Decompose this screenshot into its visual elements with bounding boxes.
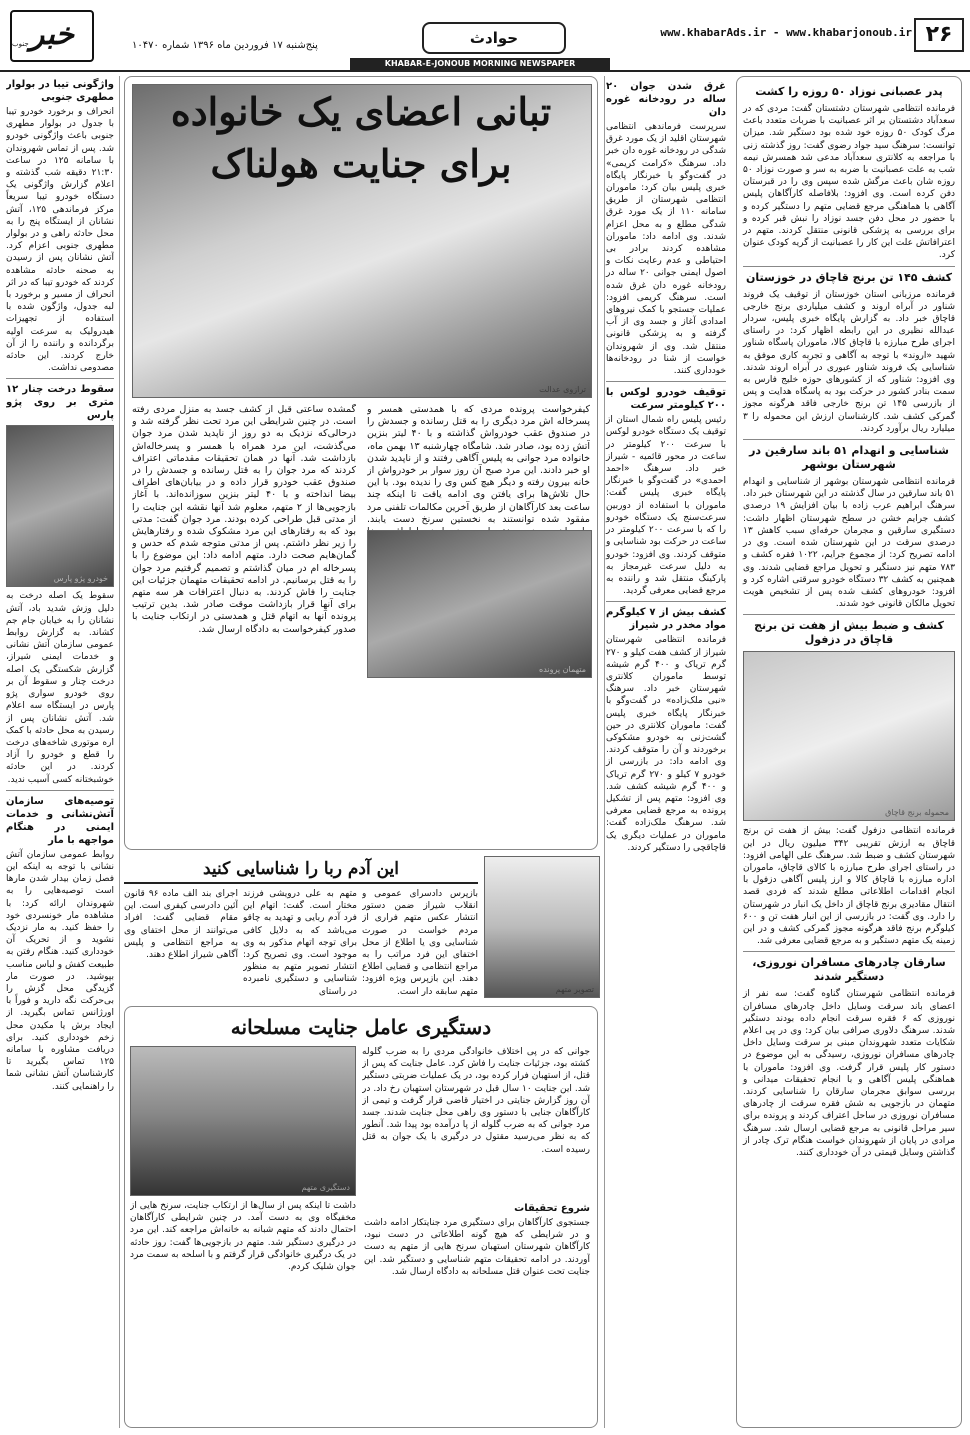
article-title: غرق شدن جوان ۲۰ ساله در رودخانه غوره دان xyxy=(606,81,726,118)
divider xyxy=(743,266,955,267)
article-body: فرمانده انتظامی شهرستان بوشهر از شناسایی و انهدام ۵۱ باند سارقین در سال گذشته در این شهرستان خبر داد. سرهنگ ابراهیم عرب زاده با بیان افزایش ۱۹ درصدی کشف جرایم خشن در سطح شهرستان اظهار داشت: دستگیری سارقین و مجرمان حرفه‌ای سبب کاهش ۱۳ درصدی سرقت در این شهرستان شده است. وی در ادامه تصریح کرد: از مجموع جرایم، ۱۰۲۲ فقره کشف و ۷۸۳ متهم نیز دستگیر و تحویل مراجع قضایی شدند. وی همچنین به کشف ۳۲ دستگاه خودرو سرقتی اشاره کرد و افزود: خودروهای کشف شده پس از تشخیص هویت تحویل مالکان قانونی خود شدند. xyxy=(743,477,955,610)
article-body: فرمانده مرزبانی استان خوزستان از توقیف یک فروند شناور در آبراه اروند و کشف میلیاردی برنج خارجی قاچاق خبر داد. به گزارش پایگاه خبری پلیس، سردار عبدالله نظیری در این رابطه اظهار کرد: در راستای اجرای طرح مبارزه با قاچاق کالا، ماموران پاسگاه شناور شهید «اروند» با توجه به آگاهی و تجربه کاری موفق به شناسایی یک فروند شناور عبوری در آبراه اروند شدند. وی افزود: شناور که از کشورهای حوزه خلیج فارس به سمت بنادر کشور در حرکت بود به پاسگاه هدایت و پس از بازرسی ۱۴۵ تن برنج خارجی فاقد هرگونه مجوز گمرکی کشف شد. کارشناسان ارزش این محموله را ۳ میلیارد ریال برآورد کردند. xyxy=(743,289,955,434)
dateline: پنج‌شنبه ۱۷ فروردین ماه ۱۳۹۶ شماره ۱۰۴۷۰ xyxy=(132,40,318,51)
divider xyxy=(743,439,955,440)
page-number: ۲۶ xyxy=(914,18,964,52)
arrest-body-bottom-right xyxy=(130,1200,356,1422)
photo-caption: متهمان پرونده xyxy=(539,665,586,674)
article-title: واژگونی تیبا در بولوار مطهری جنوبی xyxy=(6,79,114,103)
article-title: کشف و ضبط بیش از هفت تن برنج قاچاق در دزفول xyxy=(754,619,944,647)
car-photo xyxy=(6,425,114,587)
article-body: سقوط یک اصله درخت به دلیل وزش شدید باد، آتش نشانان را به خیابان جام جم کشاند. به گزارش روابط عمومی سازمان آتش نشانی و خدمات ایمنی شیراز، گزارش شکستگی یک اصله درخت چنار و سقوط آن بر روی خودرو سواری پژو پارس در ایستگاه سه اعلام شد. آتش نشانان پس از رسیدن به محل حادثه با کمک اره موتوری شاخه‌های درخت را قطع و خودرو را آزاد کردند. در این حادثه خوشبختانه کسی آسیب ندید. xyxy=(6,591,114,785)
article-body: متهم به علی درویشی فرزند مختار است. گفت: اتهام این فرد آدم ربایی و تهدید به چاقو می‌باشد که به دلایل کافی برای توجه اتهام مذکور به وی موجود است. وی تصریح کرد: انتشار تصویر متهم به منظور شناسایی و دستگیری نامبرده در راستای xyxy=(243,889,357,997)
identify-title: این آدم ربا را شناسایی کنید xyxy=(202,859,399,879)
suspect-portrait xyxy=(484,856,600,998)
article-body: داشت تا اینکه پس از سال‌ها از ارتکاب جنایت، سرنخ هایی از مخفیگاه وی به دست آمد. در چنین شرایطی کارآگاهان احتمال دادند که متهم شبانه به خانه‌اش مراجعه کند. این مرد در درگیری دستگیر شد. متهم در بازجویی‌ها گفت: روز حادثه در یک درگیری خانوادگی قرار گرفتم و با اسلحه به سمت مرد جوان شلیک کردم. xyxy=(130,1201,356,1273)
divider xyxy=(6,790,114,791)
identify-col-3 xyxy=(124,888,238,1000)
article-body: کیفرخواست پرونده مردی که با همدستی همسر و پسرخاله اش مرد دیگری را به قتل رسانده و جسدش را در صندوق عقب خودرواش گذاشته و با ۴۰ لیتر بنزین آتش زده بود، صادر شد. شامگاه چهارشنبه ۱۳ بهمن ماه، خانواده مرد جوانی به پلیس آگاهی رفتند و از ناپدید شدن او خبر دادند. این مرد صبح آن روز سوار بر خودرواش از خانه بیرون رفته و دیگر هیچ کس وی را ندیده بود. با این حال تلاش‌ها برای یافتن وی ادامه یافت تا اینکه چند ساعت بعد کارآگاهان از طریق آخرین مکالمات تلفنی مرد مفقود شده توانستند به نخستین سرنخ دست یابند. xyxy=(367,404,590,525)
article-body: رئیس پلیس راه شمال استان از توقیف یک دستگاه خودرو لوکس با سرعت ۲۰۰ کیلومتر در ساعت در محور قائمیه - شیراز خبر داد. سرهنگ «احمد احمدی» در گفت‌وگو با خبرنگار پایگاه خبری پلیس گفت: ماموران با استفاده از دوربین سرعت‌سنج یک دستگاه خودرو را که با سرعت ۲۰۰ کیلومتر در ساعت در حرکت بود شناسایی و متوقف کردند. وی افزود: خودرو به دلیل سرعت غیرمجاز به پارکینگ منتقل شد و راننده به مرجع قضایی معرفی گردید. xyxy=(606,415,726,597)
photo-caption: خودرو پژو پارس xyxy=(53,574,108,584)
identify-col-1 xyxy=(362,888,478,1000)
arrest-headline: دستگیری عامل جنایت مسلحانه xyxy=(230,1015,492,1039)
second-column xyxy=(602,78,730,1428)
article-title: کشف بیش از ۷ کیلوگرم مواد مخدر در شیراز xyxy=(606,607,726,632)
divider xyxy=(606,381,726,382)
photo-caption: محموله برنج قاچاق xyxy=(885,808,949,818)
article-title: توقیف خودرو لوکس با ۲۰۰ کیلومتر سرعت xyxy=(606,387,726,412)
article-title: سارقان چادرهای مسافران نوروزی، دستگیر شدند xyxy=(752,956,946,984)
article-body: بازپرس دادسرای عمومی و انقلاب شیراز ضمن دستور انتشار عکس متهم فراری از مردم خواست در صورت شناسایی وی یا اطلاع از محل اختفای این فرد مراتب را به مراجع انتظامی و قضایی اطلاع دهند. این بازپرس ویژه افزود: متهم سابقه دار است. xyxy=(362,889,478,997)
newspaper-logo-sub: جنوب xyxy=(12,40,29,48)
divider xyxy=(743,614,955,615)
rice-photo xyxy=(743,651,955,821)
identify-col-2 xyxy=(243,888,357,1000)
article-body: اجرای بند الف ماده ۹۶ قانون آئین دادرسی کیفری است. این مقام قضایی گفت: افراد می‌توانند از محل اختفای وی به مراجع انتظامی و پلیس آگاهی شیراز اطلاع دهند. xyxy=(124,889,238,961)
article-body: فرمانده انتظامی شهرستان گناوه گفت: سه نفر از اعضای باند سرقت وسایل داخل چادرهای مسافران نوروزی که ۶ فقره سرقت انجام داده بودند دستگیر شدند. سرهنگ دلاوری صرافی بیان کرد: وی در پی اعلام شکایات متعدد شهروندان مبنی بر سرقت وسایل داخل چادرهای مسافران نوروزی، رسیدگی به این موضوع در دستور کار پلیس قرار گرفت. وی افزود: ماموران با هماهنگی پلیس آگاهی و با انجام تحقیقات میدانی و بررسی سوابق مجرمان سارقان را شناسایی کردند. متهمان در بازجویی به شش فقره سرقت از چادرهای مسافران نوروزی در ساحل اعتراف کردند و پرونده برای سیر مراحل قانونی به مرجع قضایی ارسال شد. سرهنگ مرادی در پایان از شهروندان خواست هنگام ترک چادر از گذاشتن وسایل قیمتی در آن خودداری کنند. xyxy=(743,989,955,1158)
article-body: گمشده ساعتی قبل از کشف جسد به منزل مردی رفته است. در چنین شرایطی این مرد تحت نظر گرفته شد و درحالی‌که نزدیک به دو روز از ناپدید شدن مرد جوان می‌گذشت، این مرد همراه با همسر و پسرخاله‌اش بازداشت شد. آنها در همان تحقیقات مقدماتی اعتراف کردند که مرد جوان را به قتل رسانده و جسدش را در صندوق عقب خودرو قرار داده و در بیابان‌های اطراف بیضا انداخته و با ۴۰ لیتر بنزین سوزانده‌اند. با آغاز بازجویی‌ها از ۲ متهم، معلوم شد آنها نقشه این جنایت را از مدتی قبل طراحی کرده بودند. مرد جوان گفت: مدتی بود که به رفتارهای این مرد مشکوک شده و رفتارهایش را زیر نظر داشتم. پس از مدتی متوجه شدم که حدس و گمان‌هایم صحت دارد. متهم ادامه داد: این موضوع را با پسرخاله ام در میان گذاشتم و تصمیم گرفتیم مرد جوان را به قتل برسانیم. در ادامه تحقیقات متهمان جزئیات این جنایت را فاش کردند. به دنبال اعترافات هر سه متهم برای آنها قرار بازداشت موقت صادر شد. بدین ترتیب پرونده آنها به اتهام قتل و همدستی در ارتکاب جنایت با صدور کیفرخواست به دادگاه ارسال شد. xyxy=(132,404,356,635)
divider xyxy=(6,378,114,379)
section-title: حوادث xyxy=(422,22,566,54)
photo-caption: دستگیری متهم xyxy=(301,1183,350,1192)
photo-caption: ترازوی عدالت xyxy=(539,385,586,394)
header-rule xyxy=(0,70,970,72)
article-body: جستجوی کارآگاهان برای دستگیری مرد جنایتکار ادامه داشت و در شرایطی که هیچ گونه اطلاعاتی در دست نبود، کارآگاهان شهرستان استهبان سرنخ هایی از متهم به دست آوردند. در ادامه تحقیقات متهم شناسایی و دستگیر شد. این جنایت تحت عنوان قتل مسلحانه به دادگاه ارسال شد. xyxy=(364,1218,590,1277)
divider xyxy=(606,601,726,602)
divider xyxy=(743,951,955,952)
left-column xyxy=(6,76,114,1428)
right-column xyxy=(736,76,962,1428)
article-body: انحراف و برخورد خودرو تیبا با جدول در بولوار مطهری جنوبی باعث واژگونی خودرو شد. پس از تماس شهروندان با سامانه ۱۲۵ در ساعت ۲۱:۳۰ دقیقه شب گذشته و اعلام گزارش واژگونی یک دستگاه خودرو تیبا سریعاً مرکز فرماندهی ۱۲۵، آتش نشانان از ایستگاه پنج را به محل حادثه راهی و در بولوار مطهری جنوبی اعزام کرد. آتش نشانان پس از رسیدن به صحنه حادثه مشاهده کردند که خودرو تیبا که در اثر انحراف از مسیر و برخورد با لبه جدول، واژگون شده با استفاده از تجهیزات هیدرولیک به سرعت اولیه برگردانده و راننده را از آن خارج کردند. این حادثه مصدومی نداشت. xyxy=(6,107,114,374)
arrest-body-top xyxy=(362,1046,590,1196)
photo-caption: تصویر متهم xyxy=(555,985,594,994)
newspaper-logo: خبر xyxy=(10,10,94,62)
article-body: سرپرست فرماندهی انتظامی شهرستان اقلید از یک مورد غرق شدگی در رودخانه غوره دان خبر داد. سرهنگ «کرامت کریمی» در گفت‌وگو با خبرنگار پایگاه خبری پلیس بیان کرد: ماموران انتظامی شهرستان از طریق سامانه ۱۱۰ از یک مورد غرق شدگی مطلع و به محل اعزام شدند. وی ادامه داد: ماموران مشاهده کردند برادر بی احتیاطی و عدم رعایت نکات و اصول ایمنی جوانی ۲۰ ساله در رودخانه غوره دان غرق شده است. سرهنگ کریمی افزود: عملیات جستجو با کمک نیروهای امدادی آغاز و جسد وی از آب گرفته و به پزشکی قانونی منتقل شد. وی از شهروندان خواست از شنا در رودخانه‌ها خودداری کنند. xyxy=(606,122,726,377)
article-body: فرمانده انتظامی شهرستان شیراز از کشف هفت کیلو و ۲۷۰ گرم تریاک و ۴۰۰ گرم شیشه توسط ماموران کلانتری شهرستان خبر داد. سرهنگ «نبی ملک‌زاده» در گفت‌وگو با خبرنگار پایگاه خبری پلیس گفت: ماموران کلانتری در حین گشت‌زنی به خودرو مشکوکی برخوردند و آن را متوقف کردند. وی ادامه داد: در بازرسی از خودرو ۷ کیلو و ۲۷۰ گرم تریاک و ۴۰۰ گرم شیشه کشف شد. وی افزود: متهم پس از تشکیل پرونده به مرجع قضایی معرفی شد. سرهنگ ملک‌زاده گفت: ماموران در عملیات دیگری یک قاچاقچی را دستگیر کردند. xyxy=(606,635,727,853)
article-title: پدر عصبانی نوزاد ۵۰ روزه را کشت xyxy=(755,85,943,98)
suspects-photo xyxy=(367,530,592,678)
identify-header xyxy=(124,856,478,884)
english-band: KHABAR-E-JONOUB MORNING NEWSPAPER xyxy=(350,58,610,70)
article-title: شناسایی و انهدام ۵۱ باند سارقین در شهرستان بوشهر xyxy=(749,444,949,472)
article-subhead: شروع تحقیقات xyxy=(514,1203,590,1214)
article-body: جوانی که در پی اختلاف خانوادگی مردی را به ضرب گلوله کشته بود، جزئیات جنایت را فاش کرد. عامل جنایت که پس از قتل، از استهبان فرار کرده بود، در یک عملیات ضربتی دستگیر شد. این جنایت ۱۰ سال قبل در شهرستان استهبان رخ داد. در آن روز گزارش جنایتی در اختیار قاضی قرار گرفت و تیمی از کارآگاهان جنایی با دستور وی راهی محل جنایت شدند. جسد مرد جوانی که به ضرب گلوله از پا درآمده بود پیدا شد. آنطور که به نظر می‌رسید مقتول در درگیری با یک جوان به قتل رسیده است. xyxy=(362,1047,590,1155)
feature-body-left xyxy=(132,404,356,840)
article-body: فرمانده انتظامی شهرستان دشتستان گفت: مردی که در سعدآباد دشتستان بر اثر عصبانیت با ضربات متعدد باعث مرگ کودک ۵۰ روزه خود شده بود دستگیر شد. میزان توانست: سرهنگ سید جواد رضوی گفت: روز گذشته زنی با مراجعه به کلانتری سعدآباد مدعی شد همسرش نیمه شب به علت عصبانیت با ضربه به سر و صورت نوزاد ۵۰ روزه شان باعث مرگش شده سپس وی را در قبرستان دفن کرده است. وی افزود: بلافاصله کارآگاهان پلیس آگاهی با هماهنگی مرجع قضایی متهم را دستگیر کرده و با حضور در محل دفن جسد نوزاد را نبش قبر کرده و برای بررسی به پزشکی قانونی منتقل کردند. متهم در اعترافاتش علت این کار را عصبانیت از گریه کودک عنوان کرد. xyxy=(743,104,955,261)
arrest-photo xyxy=(130,1046,356,1196)
article-body: فرمانده انتظامی دزفول گفت: بیش از هفت تن برنج قاچاق به ارزش تقریبی ۳۴۲ میلیون ریال در این شهرستان کشف و ضبط شد. سرهنگ علی الهامی افزود: در راستای اجرای طرح مبارزه با کالای قاچاق، ماموران اداره مبارزه با قاچاق کالا و ارز پلیس آگاهی دزفول با انجام اقدامات اطلاعاتی مطلع شدند که فردی قصد انتقال مقادیری برنج قاچاق از داخل یک انبار در شهرستان را دارد. وی گفت: در بازرسی از این انبار هفت تن و ۶۰۰ کیلوگرم برنج فاقد هرگونه مجوز گمرکی کشف و در این زمینه یک متهم دستگیر و به مرجع قضایی معرفی شد. xyxy=(743,826,956,947)
arrest-body-bottom-left xyxy=(364,1200,590,1422)
article-title: سقوط درخت چنار ۱۲ متری بر روی پژو پارس xyxy=(6,384,114,422)
article-title: توصیه‌های سازمان آتش‌نشانی و خدمات ایمنی در هنگام مواجهه با مار xyxy=(6,795,114,846)
feature-headline: تبانی اعضای یک خانواده برای جنایت هولناک xyxy=(170,89,552,186)
article-title: کشف ۱۴۵ تن برنج قاچاق در خوزستان xyxy=(745,270,953,284)
column-divider xyxy=(604,76,605,1428)
article-body: روابط عمومی سازمان آتش نشانی با توجه به اینکه این فصل زمان بیدار شدن مارها است توصیه‌هایی را به شهروندان ارائه کرد: با مشاهده مار خونسردی خود را حفظ کنید. به مار نزدیک نشوید و از تحریک آن خودداری کنید. هنگام رفتن به طبیعت کفش و لباس مناسب بپوشید. در صورت مار گزیدگی محل گزش را بی‌حرکت نگه دارید و فوراً با اورژانس تماس بگیرید. از ایجاد برش یا مکیدن محل زخم خودداری کنید. برای دریافت مشاوره با سامانه ۱۲۵ تماس بگیرید تا کارشناسان آتش نشانی شما را راهنمایی کنند. xyxy=(6,849,114,1092)
website-urls[interactable]: www.khabarAds.ir - www.khabarjonoub.ir xyxy=(660,26,912,39)
column-divider xyxy=(119,76,120,1428)
